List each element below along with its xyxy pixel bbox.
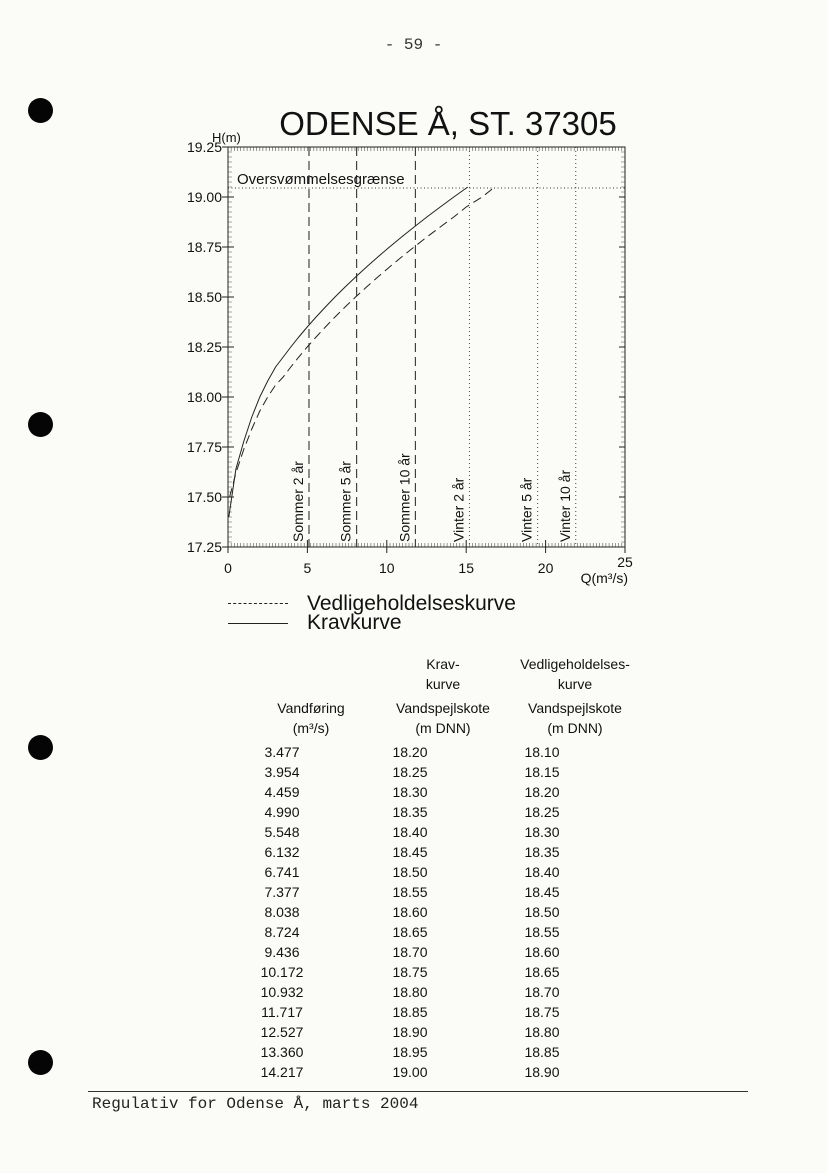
chart-title: ODENSE Å, ST. 37305 (279, 105, 617, 142)
column-header-vedl-kote: Vandspejlskote (528, 700, 622, 716)
table-row (220, 822, 608, 842)
reference-line-label: Sommer 10 år (396, 453, 413, 542)
table-cell: 3.954 (264, 764, 300, 780)
table-row (220, 882, 608, 902)
table-cell: 18.55 (392, 884, 428, 900)
unit-vandforing: (m³/s) (292, 720, 330, 736)
y-tick-label: 18.00 (186, 389, 222, 405)
table-row (220, 862, 608, 882)
reference-line-label: Sommer 5 år (337, 461, 354, 542)
table-cell: 18.60 (392, 904, 428, 920)
punch-hole (28, 735, 53, 760)
table-cell: 18.70 (524, 984, 560, 1000)
table-cell: 7.377 (264, 884, 300, 900)
table-row (220, 1062, 608, 1082)
table-row (220, 1022, 608, 1042)
footer-rule (88, 1091, 748, 1092)
table-cell: 18.60 (524, 944, 560, 960)
table-cell: 18.40 (392, 824, 428, 840)
vedl-header-line2: kurve (557, 676, 593, 692)
table-row (220, 742, 608, 762)
punch-hole (28, 1050, 53, 1075)
table-cell: 10.932 (260, 984, 304, 1000)
table-cell: 18.85 (524, 1044, 560, 1060)
table-cell: 3.477 (264, 744, 300, 760)
y-tick-label: 17.50 (186, 489, 222, 505)
reference-line-label: Sommer 2 år (289, 461, 306, 542)
vedl-header-line1: Vedligeholdelses- (520, 656, 630, 672)
y-axis-label: H(m) (212, 130, 241, 145)
table-row (220, 762, 608, 782)
table-cell: 18.90 (524, 1064, 560, 1080)
table-cell: 5.548 (264, 824, 300, 840)
table-row (220, 982, 608, 1002)
table-cell: 18.75 (392, 964, 428, 980)
y-tick-label: 19.25 (186, 139, 222, 155)
reference-line-label: Vinter 10 år (556, 469, 573, 542)
table-row (220, 782, 608, 802)
table-cell: 8.038 (264, 904, 300, 920)
footer-text: Regulativ for Odense Å, marts 2004 (92, 1095, 419, 1113)
table-cell: 6.741 (264, 864, 300, 880)
table-cell: 18.10 (524, 744, 560, 760)
y-tick-label: 19.00 (186, 189, 222, 205)
table-row (220, 962, 608, 982)
table-cell: 18.70 (392, 944, 428, 960)
table-cell: 8.724 (264, 924, 300, 940)
x-tick-label: 25 (617, 554, 633, 570)
table-cell: 10.172 (260, 964, 304, 980)
table-cell: 14.217 (260, 1064, 304, 1080)
table-cell: 18.95 (392, 1044, 428, 1060)
table-cell: 18.30 (524, 824, 560, 840)
table-cell: 18.50 (524, 904, 560, 920)
table-cell: 18.55 (524, 924, 560, 940)
table-cell: 11.717 (261, 1004, 303, 1020)
legend-entry-vedligeholdelseskurve: Vedligeholdelseskurve (307, 592, 516, 615)
unit-krav-kote: (m DNN) (415, 720, 471, 736)
table-cell: 18.35 (392, 804, 428, 820)
y-tick-label: 18.50 (186, 289, 222, 305)
y-tick-label: 18.75 (186, 239, 222, 255)
table-row (220, 842, 608, 862)
x-tick-label: 10 (379, 560, 395, 576)
table-row (220, 942, 608, 962)
table-row (220, 922, 608, 942)
table-cell: 18.50 (392, 864, 428, 880)
table-cell: 9.436 (264, 944, 300, 960)
data-table (220, 742, 608, 1082)
table-cell: 18.15 (524, 764, 560, 780)
table-cell: 18.65 (524, 964, 560, 980)
table-cell: 18.45 (392, 844, 428, 860)
table-cell: 12.527 (260, 1024, 304, 1040)
x-tick-label: 20 (537, 560, 554, 576)
table-cell: 18.75 (524, 1004, 560, 1020)
table-cell: 18.25 (392, 764, 428, 780)
table-cell: 18.20 (392, 744, 428, 760)
table-cell: 18.45 (524, 884, 560, 900)
table-row (220, 1002, 608, 1022)
y-tick-label: 17.75 (186, 439, 222, 455)
legend-entry-kravkurve: Kravkurve (307, 611, 402, 634)
table-cell: 4.990 (264, 804, 300, 820)
threshold-label: Oversvømmelsesgrænse (237, 171, 405, 188)
krav-header-line2: kurve (425, 676, 461, 692)
table-cell: 18.85 (392, 1004, 428, 1020)
y-tick-label: 18.25 (186, 339, 222, 355)
x-tick-label: 5 (303, 560, 312, 576)
table-cell: 18.25 (524, 804, 560, 820)
column-header-krav-kote: Vandspejlskote (396, 700, 490, 716)
table-cell: 18.40 (524, 864, 560, 880)
table-cell: 18.20 (524, 784, 560, 800)
table-row (220, 902, 608, 922)
vedligeholdelseskurve-line (230, 187, 495, 497)
x-axis-label: Q(m³/s) (580, 570, 628, 586)
table-cell: 18.90 (392, 1024, 428, 1040)
y-tick-label: 17.25 (186, 539, 222, 555)
x-tick-label: 0 (224, 560, 232, 576)
x-tick-label: 15 (458, 560, 474, 576)
legend-dashed-swatch (228, 603, 288, 604)
table-cell: 4.459 (264, 784, 300, 800)
table-cell: 18.80 (524, 1024, 560, 1040)
column-header-vandforing: Vandføring (277, 700, 345, 716)
table-cell: 6.132 (264, 844, 300, 860)
table-cell: 18.65 (392, 924, 428, 940)
page-number: - 59 - (384, 36, 443, 54)
krav-header-line1: Krav- (426, 656, 460, 672)
table-row (220, 1042, 608, 1062)
unit-vedl-kote: (m DNN) (547, 720, 603, 736)
table-cell: 18.35 (524, 844, 560, 860)
reference-line-label: Vinter 2 år (450, 477, 467, 542)
legend-solid-swatch (228, 623, 288, 624)
table-row (220, 802, 608, 822)
table-cell: 19.00 (392, 1064, 428, 1080)
table-cell: 18.30 (392, 784, 428, 800)
table-cell: 18.80 (392, 984, 428, 1000)
table-cell: 13.360 (260, 1044, 304, 1060)
reference-line-label: Vinter 5 år (518, 477, 535, 542)
